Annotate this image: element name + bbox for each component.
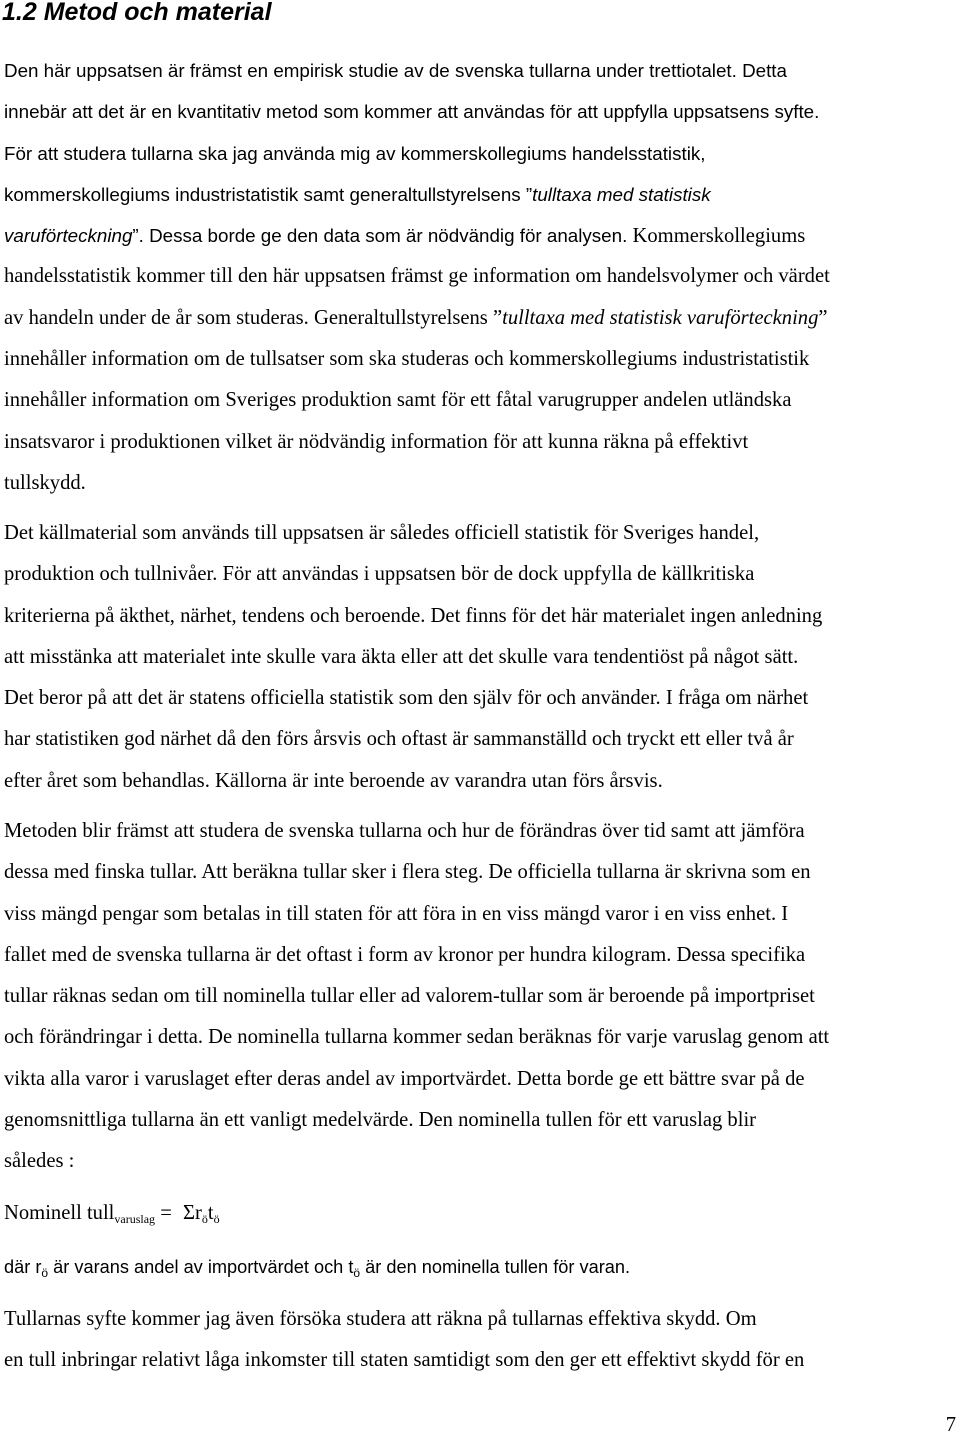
formula-equals: = — [155, 1202, 177, 1224]
text-line: och förändringar i detta. De nominella tullarna kommer sedan beräknas för varje varuslag genom att — [4, 1026, 830, 1049]
text-line: Den här uppsatsen är främst en empirisk studie av de svenska tullarna under trettiotalet. Detta — [4, 60, 787, 81]
text-line — [4, 215, 956, 256]
text-line: vikta alla varor i varuslaget efter deras andel av importvärdet. Detta borde ge ett bättre svar på de — [4, 1067, 805, 1090]
text-segment: ” — [818, 306, 828, 329]
text-line — [4, 174, 956, 215]
text-line: handelsstatistik kommer till den här uppsatsen främst ge information om handelsvolymer och värdet — [4, 265, 830, 288]
section-heading: 1.2 Metod och material — [2, 0, 272, 26]
text-line: insatsvaror i produktionen vilket är nödvändig information för att kunna räkna på effektivt — [4, 430, 749, 453]
formula-nominal-tariff — [4, 1198, 956, 1228]
text-line: tullar räknas sedan om till nominella tullar eller ad valorem-tullar som är beroende på importpriset — [4, 985, 815, 1008]
text-segment: ”. Dessa borde ge den data som är nödvändig för analysen. — [132, 225, 633, 247]
paragraph-method-details — [4, 811, 956, 1183]
text-segment: är varans andel av importvärdet och t — [48, 1257, 354, 1277]
text-line: För att studera tullarna ska jag använda mig av kommerskollegiums handelsstatistik, — [4, 142, 706, 164]
italic-title: tulltaxa med statistisk — [532, 183, 711, 205]
text-segment: kommerskollegiums industristatistik samt generaltullstyrelsens ” — [4, 183, 533, 205]
text-segment: där r — [4, 1257, 42, 1277]
text-line: efter året som behandlas. Källorna är inte beroende av varandra utan förs årsvis. — [4, 769, 663, 792]
formula-line — [4, 1198, 956, 1228]
text-segment: Kommerskollegiums — [632, 225, 806, 248]
formula-description — [4, 1252, 956, 1282]
text-segment: Generaltullstyrelsens ” — [313, 306, 503, 329]
text-line — [4, 298, 956, 339]
formula-t: t — [207, 1202, 214, 1224]
formula-r-subscript: ö — [201, 1212, 208, 1226]
paragraph-effective-protection — [4, 1299, 956, 1382]
text-line: Det källmaterial som används till uppsatsen är således officiell statistik för Sveriges handel, — [4, 522, 760, 544]
text-line: innebär att det är en kvantitativ metod som kommer att användas för att uppfylla uppsatsens syfte. — [4, 101, 820, 123]
text-line — [4, 1252, 956, 1282]
paragraph-method-intro — [4, 50, 956, 504]
text-line: produktion och tullnivåer. För att användas i uppsatsen bör de dock uppfylla de källkritiska — [4, 563, 755, 586]
text-line: kriterierna på äkthet, närhet, tendens och beroende. Det finns för det här materialet ingen anledning — [4, 604, 823, 627]
subscript: ö — [41, 1266, 49, 1280]
text-segment: är den nominella tullen för varan. — [360, 1257, 631, 1277]
page-number: 7 — [945, 1414, 956, 1436]
text-line: dessa med finska tullar. Att beräkna tullar sker i flera steg. De officiella tullarna är skrivna som en — [4, 861, 811, 884]
text-line: Tullarnas syfte kommer jag även försöka studera att räkna på tullarnas effektiva skydd. Om — [4, 1308, 757, 1330]
text-line: har statistiken god närhet då den förs årsvis och oftast är sammanställd och tryckt ett eller två år — [4, 728, 794, 751]
text-segment: av handeln under de år som studeras. — [4, 306, 314, 329]
text-line: innehåller information om de tullsatser som ska studeras och kommerskollegiums industristatistik — [4, 348, 810, 371]
text-line: en tull inbringar relativt låga inkomster till staten samtidigt som den ger ett effektivt skydd för en — [4, 1349, 805, 1372]
text-line: således : — [4, 1150, 75, 1173]
sigma-symbol: Σ — [182, 1202, 195, 1224]
paragraph-source-criticism — [4, 513, 956, 802]
formula-lhs-subscript: varuslag — [114, 1212, 156, 1226]
formula-lhs: Nominell tull — [4, 1202, 115, 1224]
text-line: Metoden blir främst att studera de svenska tullarna och hur de förändras över tid samt att jämföra — [4, 820, 805, 842]
text-line: viss mängd pengar som betalas in till staten för att föra in en viss mängd varor i en viss enhet. I — [4, 902, 789, 925]
text-line: innehåller information om Sveriges produktion samt för ett fåtal varugrupper andelen utländska — [4, 389, 792, 412]
text-line: att misstänka att materialet inte skulle vara äkta eller att det skulle vara tendentiöst på något sätt. — [4, 645, 799, 668]
text-line: tullskydd. — [4, 471, 86, 494]
text-line: fallet med de svenska tullarna är det oftast i form av kronor per hundra kilogram. Dessa specifika — [4, 943, 806, 966]
italic-title: varuförteckning — [4, 225, 133, 247]
text-line: Det beror på att det är statens officiella statistik som den själv för och använder. I fråga om närhet — [4, 687, 809, 710]
formula-t-subscript: ö — [213, 1212, 220, 1226]
subscript: ö — [353, 1266, 361, 1280]
italic-title: tulltaxa med statistisk varuförteckning — [502, 306, 819, 329]
text-line: genomsnittliga tullarna än ett vanligt medelvärde. Den nominella tullen för ett varuslag blir — [4, 1109, 757, 1132]
formula-r: r — [194, 1202, 202, 1224]
